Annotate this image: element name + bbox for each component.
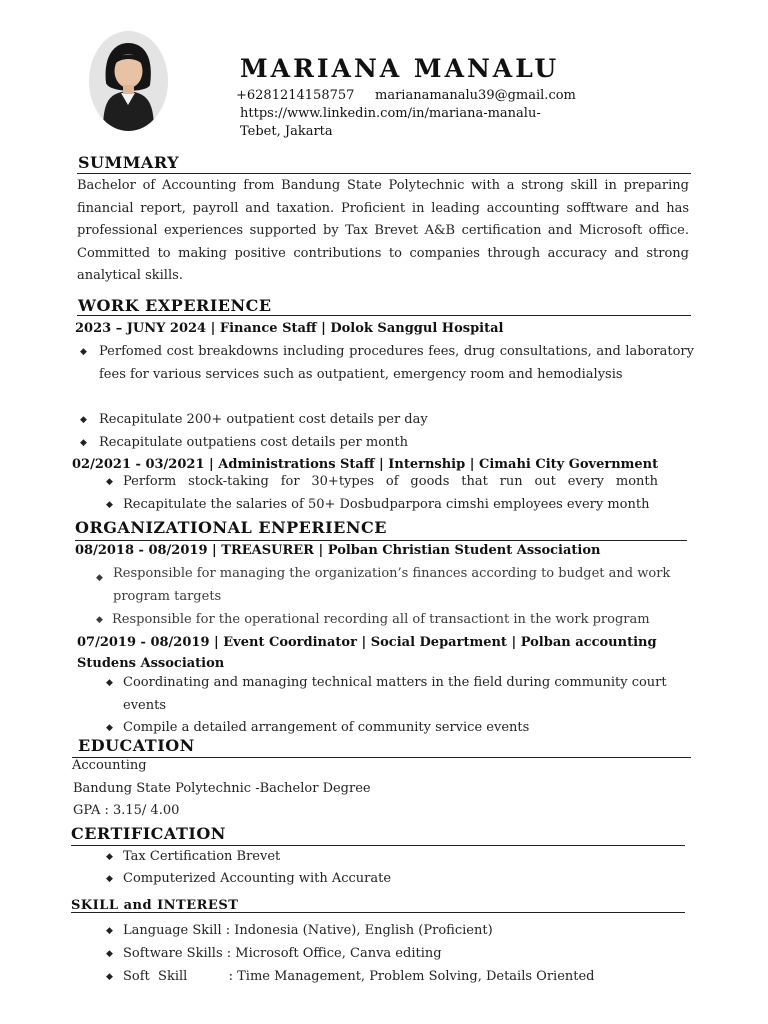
summary-divider [77,173,691,174]
list-item: ◆ Tax Certification Brevet [106,846,686,869]
bullet-icon: ◆ [106,874,113,884]
education-title: EDUCATION [78,736,195,755]
bullet-icon: ◆ [106,723,113,733]
location: Tebet, Jakarta [240,124,333,139]
bullet-icon: ◆ [106,477,113,487]
list-item: ◆ Recapitulate the salaries of 50+ Dosbudparpora cimshi employees every month [106,494,666,517]
email-address: marianamanalu39@gmail.com [375,88,576,103]
bullet-icon: ◆ [80,438,87,448]
bullet-icon: ◆ [106,926,113,936]
list-item: ◆ Software Skills : Microsoft Office, Canva editing [106,943,686,966]
certification-title: CERTIFICATION [71,824,226,843]
list-item: ◆ Perform stock-taking for 30+types of goods that run out every month [106,471,658,494]
list-item: ◆ Responsible for managing the organization’s finances according to budget and work program targets [96,566,671,604]
bullet-icon: ◆ [96,573,103,583]
education-divider [72,757,691,758]
education-school: Bandung State Polytechnic -Bachelor Degree [73,781,371,796]
org-heading: 07/2019 - 08/2019 | Event Coordinator | Social Department | Polban accounting Studens Association [77,635,657,671]
list-item: ◆ Soft Skill : Time Management, Problem Solving, Details Oriented [106,966,686,989]
phone-number: +6281214158757 [236,88,355,103]
education-major: Accounting [72,758,147,773]
summary-title: SUMMARY [78,153,180,172]
linkedin-url: https://www.linkedin.com/in/mariana-manalu- [240,106,541,121]
bullet-icon: ◆ [80,415,87,425]
bullet-icon: ◆ [106,678,113,688]
list-item: ◆ Computerized Accounting with Accurate [106,868,686,891]
org-divider [75,540,687,541]
bullet-icon: ◆ [106,949,113,959]
job-heading: 2023 – JUNY 2024 | Finance Staff | Dolok Sanggul Hospital [75,321,504,336]
skills-divider [71,912,685,913]
candidate-name: MARIANA MANALU [240,54,560,83]
list-item: ◆ Recapitulate outpatiens cost details per month [80,432,694,455]
list-item: ◆ Responsible for the operational recording all of transactiont in the work program [96,609,696,632]
list-item: ◆ Language Skill : Indonesia (Native), English (Proficient) [106,920,686,943]
bullet-icon: ◆ [106,972,113,982]
bullet-icon: ◆ [96,615,103,625]
bullet-icon: ◆ [106,500,113,510]
person-photo-icon [89,31,168,131]
list-item: ◆ Perfomed cost breakdowns including procedures fees, drug consultations, and laboratory fees for various services such as outpatient, emergency room and hemodialysis [80,341,694,386]
list-item: ◆ Recapitulate 200+ outpatient cost details per day [80,409,694,432]
education-gpa: GPA : 3.15/ 4.00 [73,803,180,818]
list-item: ◆ Coordinating and managing technical matters in the field during community court events [106,672,696,717]
bullet-icon: ◆ [106,852,113,862]
profile-photo [89,31,168,131]
summary-text: Bachelor of Accounting from Bandung State Polytechnic with a strong skill in preparing financial report, payroll and taxation. Proficient in leading accounting sofftware and has professional experiences supported by Tax Brevet A&B certification and Microsoft office. Committed to making positive contributions to companies through accuracy and strong analytical skills. [77,178,689,283]
org-heading: 08/2018 - 08/2019 | TREASURER | Polban Christian Student Association [75,543,601,558]
work-divider [77,315,691,316]
bullet-icon: ◆ [80,347,87,357]
job-heading: 02/2021 - 03/2021 | Administrations Staff | Internship | Cimahi City Government [72,457,659,472]
list-item: ◆ Compile a detailed arrangement of community service events [106,717,696,740]
skills-title: SKILL and INTEREST [71,898,239,913]
org-title: ORGANIZATIONAL ENPERIENCE [75,518,387,537]
work-title: WORK EXPERIENCE [78,296,272,315]
